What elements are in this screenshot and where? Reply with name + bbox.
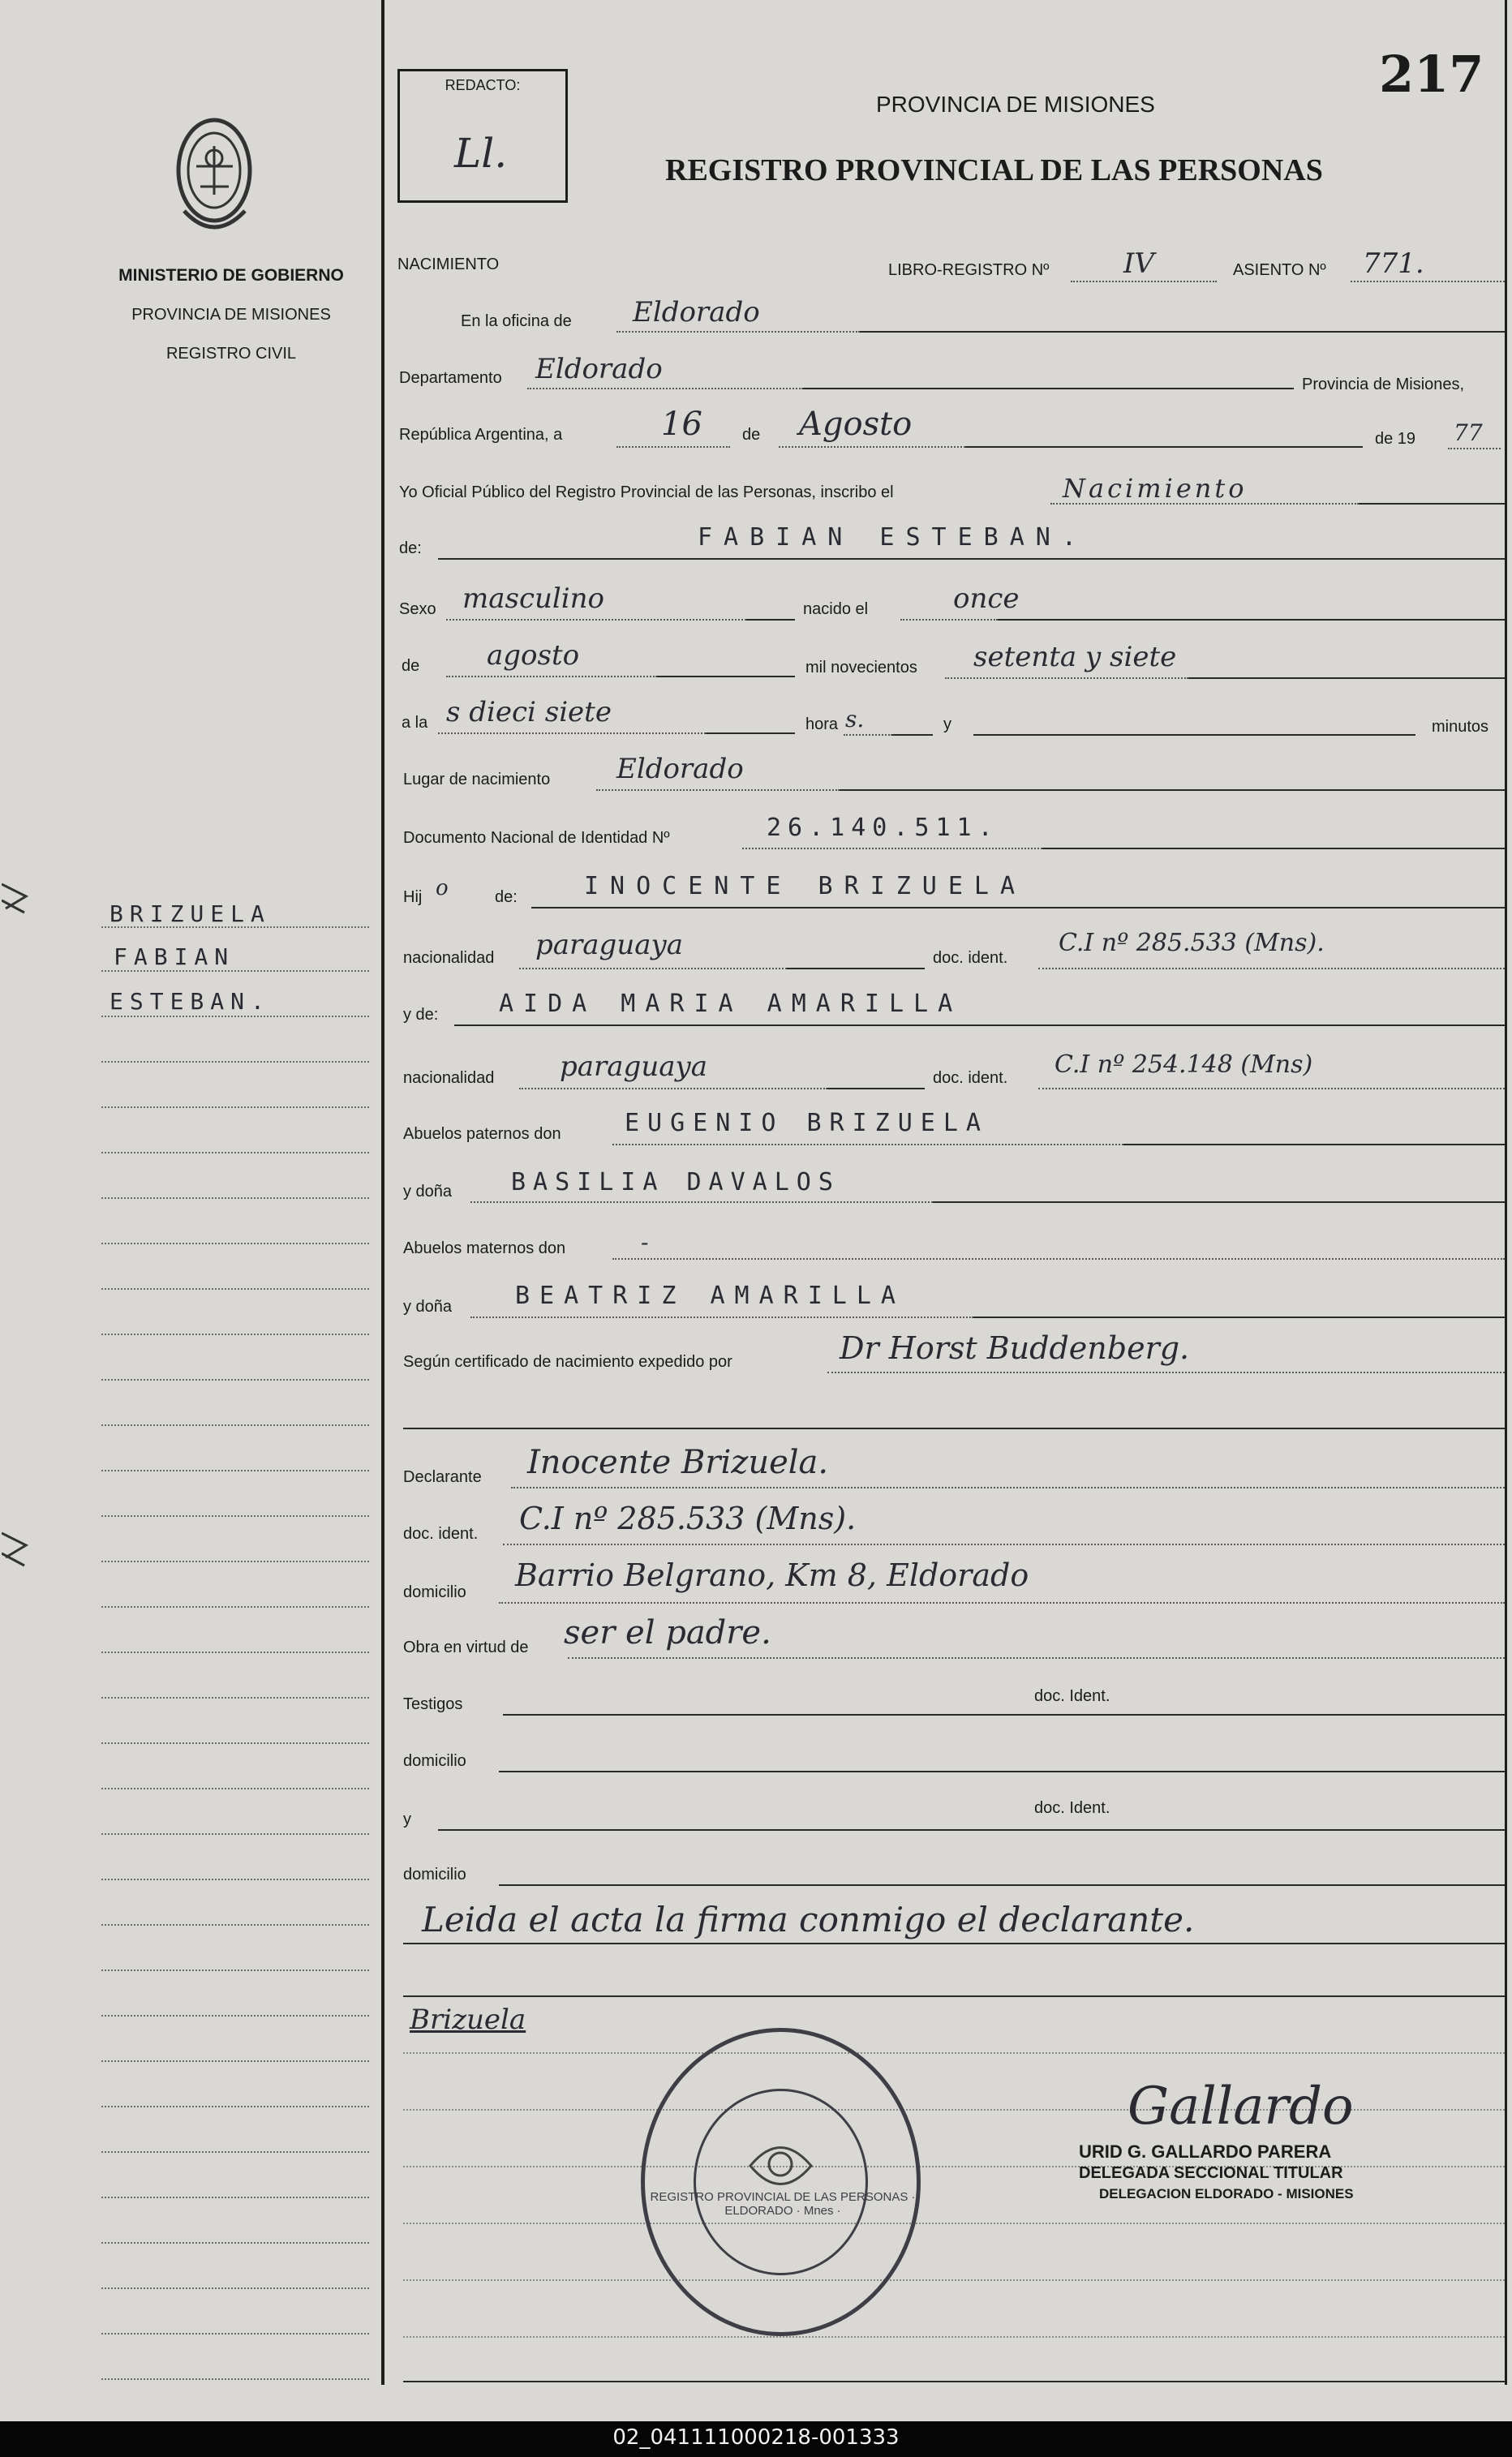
margin-line [101,2106,369,2107]
oficial-text: Yo Oficial Público del Registro Provincial de las Personas, inscribo el [399,483,894,501]
margin-note-name1: FABIAN [114,943,235,970]
officer-signature: Gallardo [1128,2077,1354,2137]
ab-mat-value: - [641,1229,649,1256]
nac1-line-solid [787,968,925,969]
margin-line [101,1742,369,1744]
domicilio3-line [499,1884,1505,1886]
margin-line [101,1106,369,1108]
sexo-line [446,619,746,621]
obra-value: ser el padre. [564,1614,771,1652]
dni-label: Documento Nacional de Identidad Nº [403,829,670,847]
cert-value: Dr Horst Buddenberg. [840,1330,1190,1366]
horas-line [844,734,892,736]
bottom-rule [403,2381,1505,2382]
nac2-line-solid [827,1088,925,1089]
hijo-label: Hij [403,888,423,906]
ab-pat-label: Abuelos paternos don [403,1125,561,1143]
obra-label: Obra en virtud de [403,1639,529,1656]
mother-doc-line [1038,1088,1505,1089]
hijo-suffix: o [436,876,449,900]
minutos-label: minutos [1432,718,1489,736]
hora-value: s dieci siete [446,696,612,728]
margin-line [101,1969,369,1971]
oficina-line-solid [860,331,1505,333]
lugar-value: Eldorado [616,753,744,785]
domicilio-value: Barrio Belgrano, Km 8, Eldorado [515,1557,1029,1593]
officer-title: DELEGADA SECCIONAL TITULAR [1079,2164,1343,2182]
margin-line [101,1652,369,1653]
anio-line [945,677,1188,679]
margin-line [101,1561,369,1562]
doc-ident2-label: doc. Ident. [1034,1799,1110,1817]
officer-name: URID G. GALLARDO PARERA [1079,2141,1332,2162]
ministry-province: PROVINCIA DE MISIONES [131,306,331,324]
departamento-label: Departamento [399,369,502,387]
doc-label: doc. ident. [933,949,1008,967]
sexo-label: Sexo [399,600,436,618]
nac2-label: nacionalidad [403,1069,495,1087]
redacto-label: REDACTO: [445,77,521,93]
mes-line [779,446,965,448]
ab-pat-value: EUGENIO BRIZUELA [625,1109,989,1137]
libro-value: IV [1123,247,1154,280]
province-heading: PROVINCIA DE MISIONES [876,92,1155,117]
margin-line [101,1061,369,1063]
oficina-label: En la oficina de [461,312,572,330]
ydona2-label: y doña [403,1298,453,1316]
margin-line [101,2287,369,2289]
margin-line [101,1606,369,1608]
margin-line [101,1016,369,1017]
margin-line [101,2151,369,2153]
binding-stitch-icon [2,852,34,949]
margin-line [101,1924,369,1926]
margin-note-name2: ESTEBAN. [110,988,271,1015]
ab-pat-line-solid [1123,1144,1505,1145]
father-name: INOCENTE BRIZUELA [584,872,1027,900]
nac1-value: paraguaya [535,929,683,961]
dia-line [616,446,730,448]
ab-pat-dona-value: BASILIA DAVALOS [511,1168,840,1196]
ministry-heading: MINISTERIO DE GOBIERNO [118,266,344,285]
margin-line [101,1515,369,1517]
father-line [531,907,1505,908]
ab-pat-dona-line-solid [933,1201,1505,1203]
de2-label: de [402,657,420,675]
declarante-doc: C.I nº 285.533 (Mns). [519,1501,857,1536]
year-line [1448,448,1501,449]
year-value: 77 [1454,419,1483,446]
de-name-label: de: [399,539,422,557]
nac1-label: nacionalidad [403,949,495,967]
ab-pat-dona-line [470,1201,933,1203]
name-line [438,558,1505,560]
declarante-value: Inocente Brizuela. [527,1444,829,1481]
seal-emblem-icon [742,2125,819,2206]
inscribo-value: Nacimiento [1063,473,1248,504]
nacido-value: once [953,582,1020,615]
asiento-label: ASIENTO Nº [1233,261,1326,279]
lower-rule [403,2279,1505,2281]
departamento-value: Eldorado [535,353,663,385]
nac2-value: paraguaya [560,1050,707,1083]
redacto-initials: Ll. [454,130,508,177]
dni-line-solid [1042,848,1505,849]
de-label: de [742,426,761,444]
margin-line [101,1152,369,1153]
lower-rule [403,2223,1505,2224]
testigos-line [503,1714,1505,1716]
dia-value: 16 [661,406,702,443]
alas-label: a la [402,714,428,732]
margin-line [101,1379,369,1381]
margin-line [101,2015,369,2017]
margin-line [101,1424,369,1426]
anio-value: setenta y siete [973,641,1177,673]
hijo-de-label: de: [495,888,518,906]
margin-line [101,970,369,972]
dni-line [742,848,1042,849]
ab-mat-label: Abuelos maternos don [403,1239,566,1257]
docident-label: doc. ident. [403,1525,479,1543]
provincia-suffix: Provincia de Misiones, [1302,376,1465,393]
testigos-label: Testigos [403,1695,463,1713]
mes-value: Agosto [799,406,913,443]
lower-rule [403,2052,1505,2054]
ministry-registry: REGISTRO CIVIL [165,345,297,363]
margin-line [101,2060,369,2062]
margin-divider [381,0,384,2385]
margin-line [101,1833,369,1835]
mother-name: AIDA MARIA AMARILLA [499,990,963,1018]
margin-line [101,2197,369,2198]
nac1-line [519,968,787,969]
leida-line [403,1943,1505,1944]
obra-line [568,1657,1505,1659]
departamento-line [527,388,803,389]
y2-label: y [403,1811,411,1828]
mother-line [454,1024,1505,1026]
yde-label: y de: [403,1006,439,1024]
departamento-line-solid [803,388,1294,389]
margin-line [101,2333,369,2335]
oficina-value: Eldorado [633,296,760,329]
mes2-value: agosto [487,639,580,672]
domicilio2-label: domicilio [403,1752,466,1770]
leida-statement: Leida el acta la firma conmigo el declarante. [422,1900,1195,1939]
declarant-signature: Brizuela [410,2004,526,2036]
nacimiento-label: NACIMIENTO [397,256,500,273]
nac2-line [519,1088,827,1089]
year-label: de 19 [1375,430,1416,448]
y-label: y [943,715,951,733]
folio-number: 217 [1379,45,1484,104]
domicilio2-line [499,1771,1505,1772]
mil-label: mil novecientos [805,659,917,677]
y2-line [438,1829,1505,1831]
image-reference-code: 02_041111000218-001333 [612,2425,900,2450]
dni-value: 26.140.511. [767,814,999,842]
declarante-label: Declarante [403,1468,482,1486]
margin-line [101,1243,369,1244]
margin-line [101,1879,369,1880]
ab-pat-line [612,1144,1123,1145]
anio-line-solid [1188,677,1505,679]
ab-mat-dona-value: BEATRIZ AMARILLA [515,1282,905,1310]
hora-line [438,732,706,734]
asiento-line [1351,281,1505,282]
hora-line-solid [706,732,795,734]
father-doc-line [1038,968,1505,969]
ab-mat-dona-line-solid [973,1317,1505,1318]
right-border [1505,0,1507,2385]
nacido-line-solid [998,619,1505,621]
horas-label: hora [805,715,839,733]
mes2-line-solid [657,676,795,677]
oficina-line [616,331,860,333]
margin-line [101,926,369,928]
domicilio3-label: domicilio [403,1866,466,1884]
cert-line-2 [403,1428,1505,1429]
registry-title: REGISTRO PROVINCIAL DE LAS PERSONAS [665,153,1323,187]
margin-line [101,1697,369,1699]
margin-note-surname: BRIZUELA [110,900,271,927]
lugar-label: Lugar de nacimiento [403,771,551,788]
cert-label: Según certificado de nacimiento expedido por [403,1353,732,1371]
sexo-line-solid [746,619,795,621]
lugar-line [596,789,840,791]
mes2-line [446,676,657,677]
binding-stitch-icon [2,1517,34,1614]
domicilio-label: domicilio [403,1583,466,1601]
margin-line [101,1288,369,1290]
domicilio-line [499,1602,1505,1604]
asiento-value: 771. [1363,247,1424,280]
margin-line [101,1334,369,1335]
horas-value: s. [845,706,865,732]
closing-line-1 [403,1995,1505,1997]
mes-line-solid [965,446,1363,448]
ab-mat-line [612,1258,1505,1260]
registrant-name: FABIAN ESTEBAN. [698,523,1088,552]
margin-line [101,1788,369,1789]
cert-line [827,1372,1505,1373]
doc2-label: doc. ident. [933,1069,1008,1087]
father-doc: C.I nº 285.533 (Mns). [1059,929,1325,957]
officer-office: DELEGACION ELDORADO - MISIONES [1099,2186,1354,2201]
mother-doc: C.I nº 254.148 (Mns) [1055,1050,1313,1079]
doc-ident1-label: doc. Ident. [1034,1687,1110,1705]
nacido-label: nacido el [803,600,869,618]
declarante-line [511,1487,1505,1488]
libro-label: LIBRO-REGISTRO Nº [888,261,1050,279]
declarante-doc-line [503,1544,1505,1545]
margin-line [101,2378,369,2380]
margin-line [101,2242,369,2244]
margin-line [101,1470,369,1471]
libro-line [1071,281,1217,282]
republica-label: República Argentina, a [399,426,563,444]
sexo-value: masculino [462,582,605,615]
nacido-line [900,619,998,621]
coat-of-arms-icon [172,114,257,243]
seal-text: REGISTRO PROVINCIAL DE LAS PERSONAS · ELDORADO · Mnes · [650,2190,916,2218]
lower-rule [403,2336,1505,2338]
horas-line-solid [892,734,933,736]
ab-mat-dona-line [470,1317,973,1318]
minutos-line [973,734,1415,736]
inscribo-line-solid [1359,503,1505,505]
margin-line [101,1197,369,1199]
ydona1-label: y doña [403,1183,453,1201]
lugar-line-solid [840,789,1505,791]
